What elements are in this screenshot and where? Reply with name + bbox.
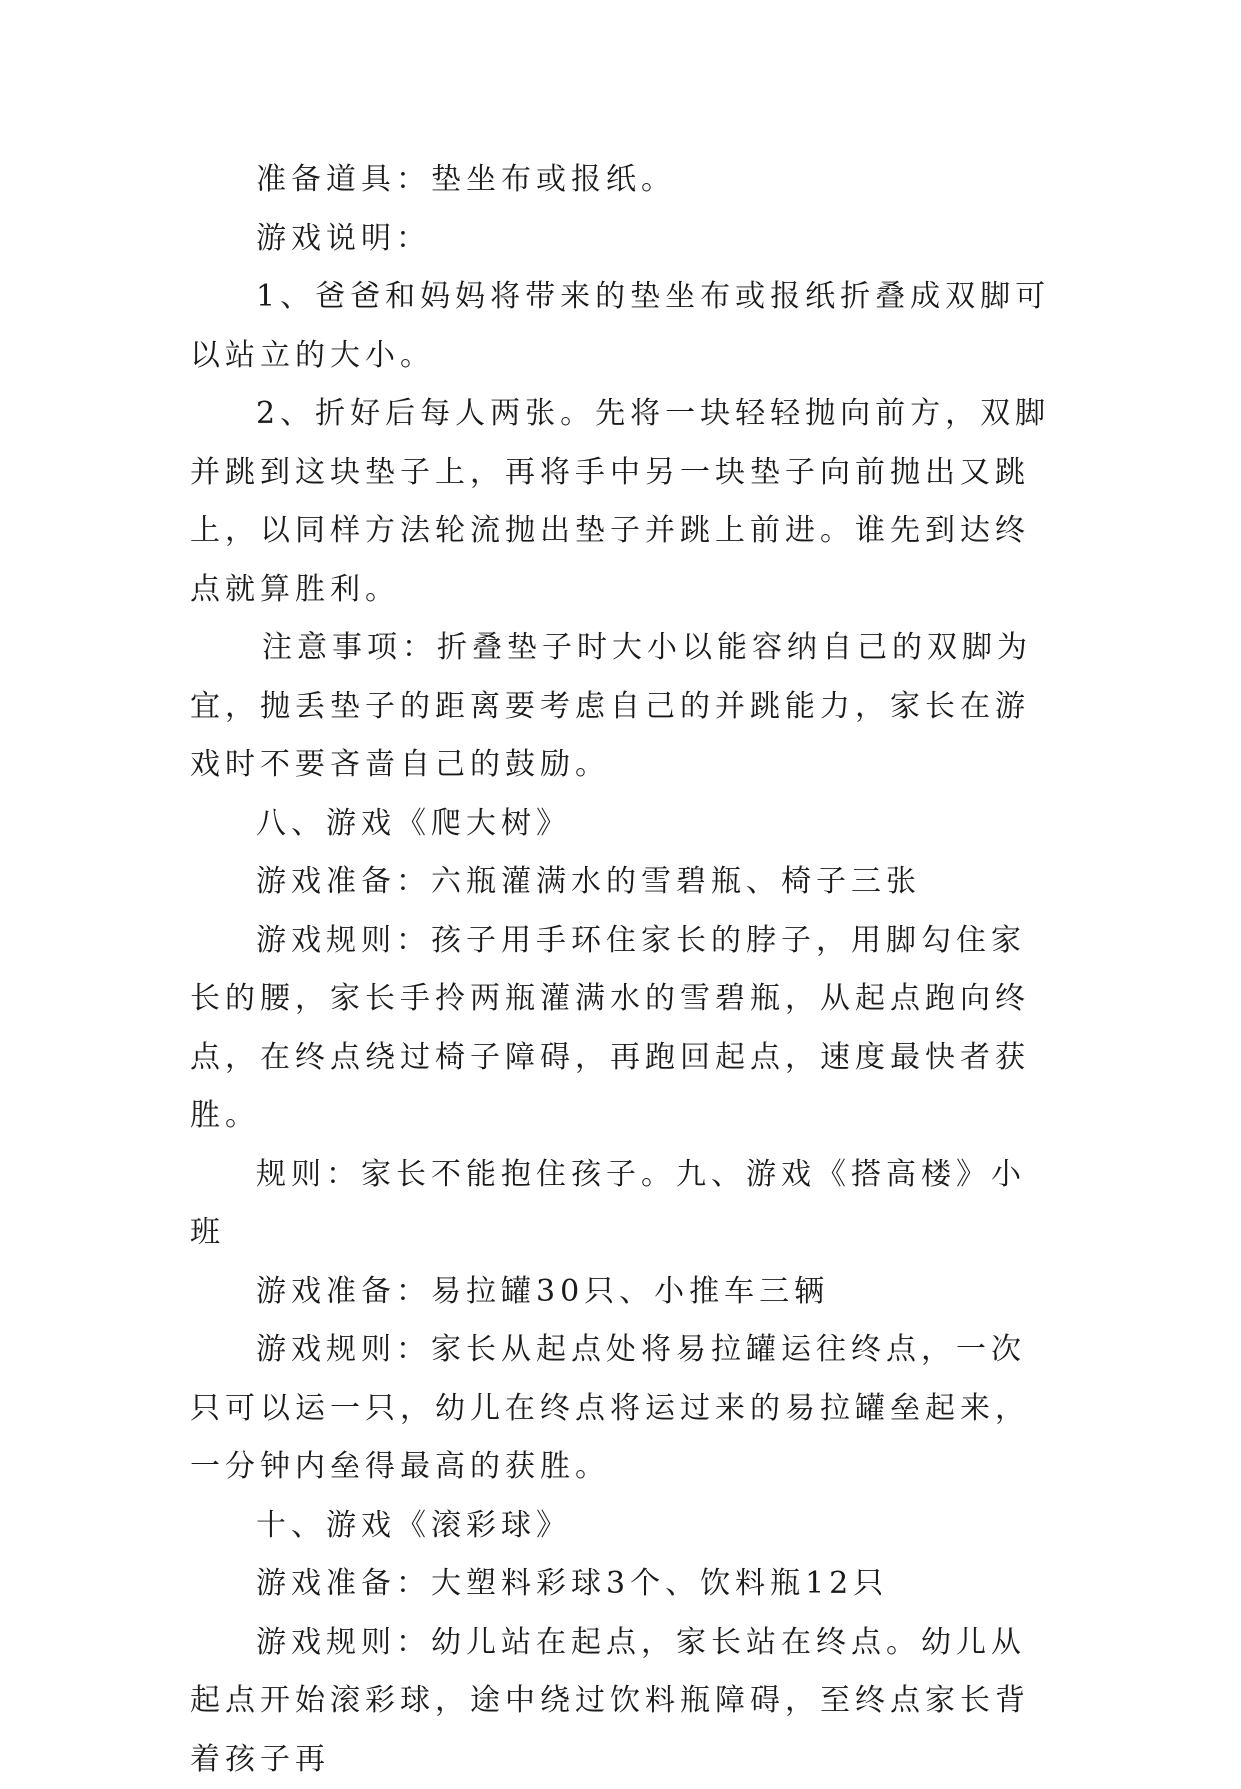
paragraph-game-8-rule-and-game-9-heading: 规则：家长不能抱住孩子。九、游戏《搭高楼》小班: [190, 1146, 1060, 1263]
paragraph-step-1: 1、爸爸和妈妈将带来的垫坐布或报纸折叠成双脚可以站立的大小。: [190, 268, 1060, 385]
paragraph-props: 准备道具：垫坐布或报纸。: [190, 151, 1060, 210]
paragraph-game-10-prep: 游戏准备：大塑料彩球3个、饮料瓶12只: [190, 1555, 1060, 1614]
paragraph-game-instructions-heading: 游戏说明：: [190, 210, 1060, 269]
section-heading-game-10: 十、游戏《滚彩球》: [190, 1497, 1060, 1556]
paragraph-game-8-rules: 游戏规则：孩子用手环住家长的脖子，用脚勾住家长的腰，家长手拎两瓶灌满水的雪碧瓶，从起点跑向终点，在终点绕过椅子障碍，再跑回起点，速度最快者获胜。: [190, 912, 1060, 1146]
paragraph-game-8-prep: 游戏准备：六瓶灌满水的雪碧瓶、椅子三张: [190, 853, 1060, 912]
section-heading-game-8: 八、游戏《爬大树》: [190, 795, 1060, 854]
paragraph-game-9-rules: 游戏规则：家长从起点处将易拉罐运往终点，一次只可以运一只，幼儿在终点将运过来的易拉罐垒起来，一分钟内垒得最高的获胜。: [190, 1321, 1060, 1497]
paragraph-game-10-rules: 游戏规则：幼儿站在起点，家长站在终点。幼儿从起点开始滚彩球，途中绕过饮料瓶障碍，至终点家长背着孩子再: [190, 1614, 1060, 1789]
document-body: [190, 151, 1060, 1789]
paragraph-step-2: 2、折好后每人两张。先将一块轻轻抛向前方，双脚并跳到这块垫子上，再将手中另一块垫子向前抛出又跳上，以同样方法轮流抛出垫子并跳上前进。谁先到达终点就算胜利。: [190, 385, 1060, 619]
paragraph-notes: 注意事项：折叠垫子时大小以能容纳自己的双脚为宜，抛丢垫子的距离要考虑自己的并跳能力，家长在游戏时不要吝啬自己的鼓励。: [190, 619, 1060, 795]
paragraph-game-9-prep: 游戏准备：易拉罐30只、小推车三辆: [190, 1263, 1060, 1322]
